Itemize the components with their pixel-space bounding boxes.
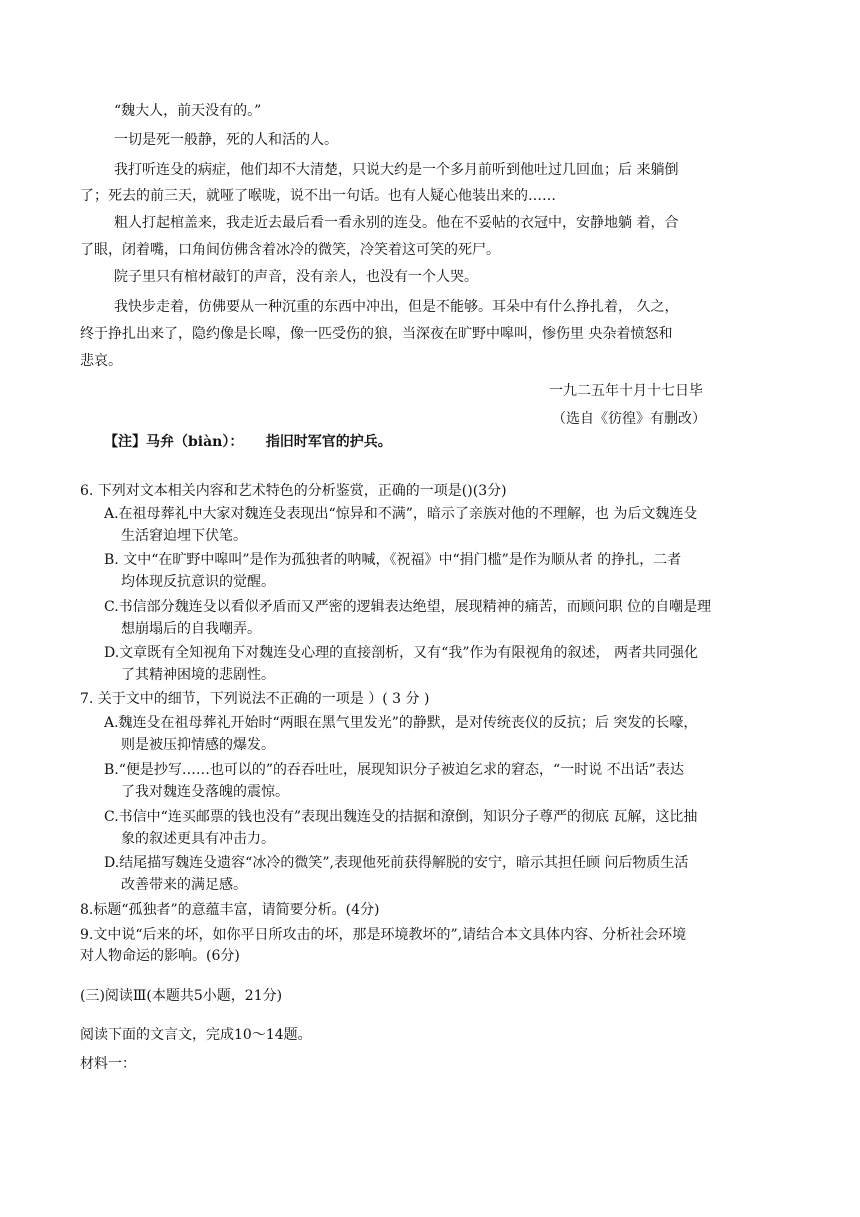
question-6-option-d: D.文章既有全知视角下对魏连殳心理的直接剖析，又有“我”作为有限视角的叙述， 两者共同强化: [104, 645, 698, 661]
question-9-cont: 对人物命运的影响。(6分): [80, 948, 240, 964]
question-6-option-b-cont: 均体现反抗意识的觉醒。: [121, 574, 275, 590]
story-paragraph: 我打听连殳的病症，他们却不大清楚，只说大约是一个多月前听到他吐过几回血；后 来躺倒: [114, 162, 679, 178]
footnote-tag: 【注】马弁（biàn）：: [104, 434, 244, 450]
story-paragraph-cont: 了；死去的前三天，就哑了喉咙，说不出一句话。也有人疑心他装出来的……: [80, 188, 556, 204]
question-6-option-b: B. 文中“在旷野中嗥叫”是作为孤独者的呐喊，《祝福》中“捐门槛”是作为顺从者 的挣扎，二者: [104, 552, 682, 568]
question-7-option-b: B.“便是抄写……也可以的”的吞吞吐吐，展现知识分子被迫乞求的窘态，“一时说 不出话”表达: [104, 762, 684, 778]
question-6-option-d-cont: 了其精神困境的悲剧性。: [121, 667, 275, 683]
question-8: 8.标题“孤独者”的意蕴丰富，请简要分析。(4分): [80, 902, 380, 918]
question-6-option-a-cont: 生活窘迫埋下伏笔。: [121, 528, 247, 544]
story-paragraph-cont: 悲哀。: [80, 353, 122, 369]
question-6-stem: 6. 下列对文本相关内容和艺术特色的分析鉴赏，正确的一项是()(3分): [80, 483, 507, 499]
story-paragraph: 我快步走着，仿佛要从一种沉重的东西中冲出，但是不能够。耳朵中有什么挣扎着， 久之，: [114, 299, 679, 315]
question-7-option-d-cont: 改善带来的满足感。: [121, 877, 247, 893]
story-paragraph: 院子里只有棺材敲钉的声音，没有亲人，也没有一个人哭。: [114, 269, 478, 285]
story-paragraph-cont: 了眼，闭着嘴，口角间仿佛含着冰冷的微笑，冷笑着这可笑的死尸。: [80, 242, 500, 258]
question-9: 9.文中说“后来的坏，如你平日所攻击的坏，那是环境教坏的”,请结合本文具体内容、分析社会环境: [80, 927, 687, 943]
story-paragraph: “魏大人，前天没有的。”: [114, 103, 262, 119]
question-6-option-c: C.书信部分魏连殳以看似矛盾而又严密的逻辑表达绝望，展现精神的痛苦，而顾问职 位的自嘲是理: [104, 599, 712, 615]
footnote-text: 指旧时军官的护兵。: [265, 434, 392, 450]
question-7-option-b-cont: 了我对魏连殳落魄的震惊。: [121, 784, 289, 800]
question-7-stem: 7. 关于文中的细节，下列说法不正确的一项是 ）( 3 分 ): [80, 691, 430, 707]
story-paragraph: 一切是死一般静，死的人和活的人。: [114, 132, 338, 148]
section-heading: (三)阅读Ⅲ(本题共5小题，21分): [80, 988, 283, 1004]
story-paragraph-cont: 终于挣扎出来了，隐约像是长嗥，像一匹受伤的狼，当深夜在旷野中嗥叫，惨伤里 央杂着愤怒和: [80, 326, 673, 342]
question-6-option-c-cont: 想崩塌后的自我嘲弄。: [121, 621, 261, 637]
story-date: 一九二五年十月十七日毕: [549, 383, 703, 399]
question-6-option-a: A.在祖母葬礼中大家对魏连殳表现出“惊异和不满”，暗示了亲族对他的不理解，也 为后文魏连殳: [104, 506, 698, 522]
footnote: [104, 432, 392, 452]
question-7-option-c-cont: 象的叙述更具有冲击力。: [121, 831, 275, 847]
section-instruction: 阅读下面的文言文，完成10～14题。: [80, 1027, 312, 1043]
question-7-option-c: C.书信中“连买邮票的钱也没有”表现出魏连殳的拮据和潦倒，知识分子尊严的彻底 瓦解，这比抽: [104, 809, 698, 825]
question-7-option-a-cont: 则是被压抑情感的爆发。: [121, 737, 275, 753]
story-paragraph: 粗人打起棺盖来，我走近去最后看一看永别的连殳。他在不妥帖的衣冠中，安静地躺 着，合: [114, 215, 679, 231]
story-source: （选自《彷徨》有删改）: [552, 411, 706, 427]
material-label: 材料一：: [80, 1056, 136, 1072]
question-7-option-a: A.魏连殳在祖母葬礼开始时“两眼在黑气里发光”的静默，是对传统丧仪的反抗；后 突发的长嚎，: [104, 715, 698, 731]
question-7-option-d: D.结尾描写魏连殳遗容“冰冷的微笑”,表现他死前获得解脱的安宁，暗示其担任顾 问后物质生活: [104, 855, 689, 871]
